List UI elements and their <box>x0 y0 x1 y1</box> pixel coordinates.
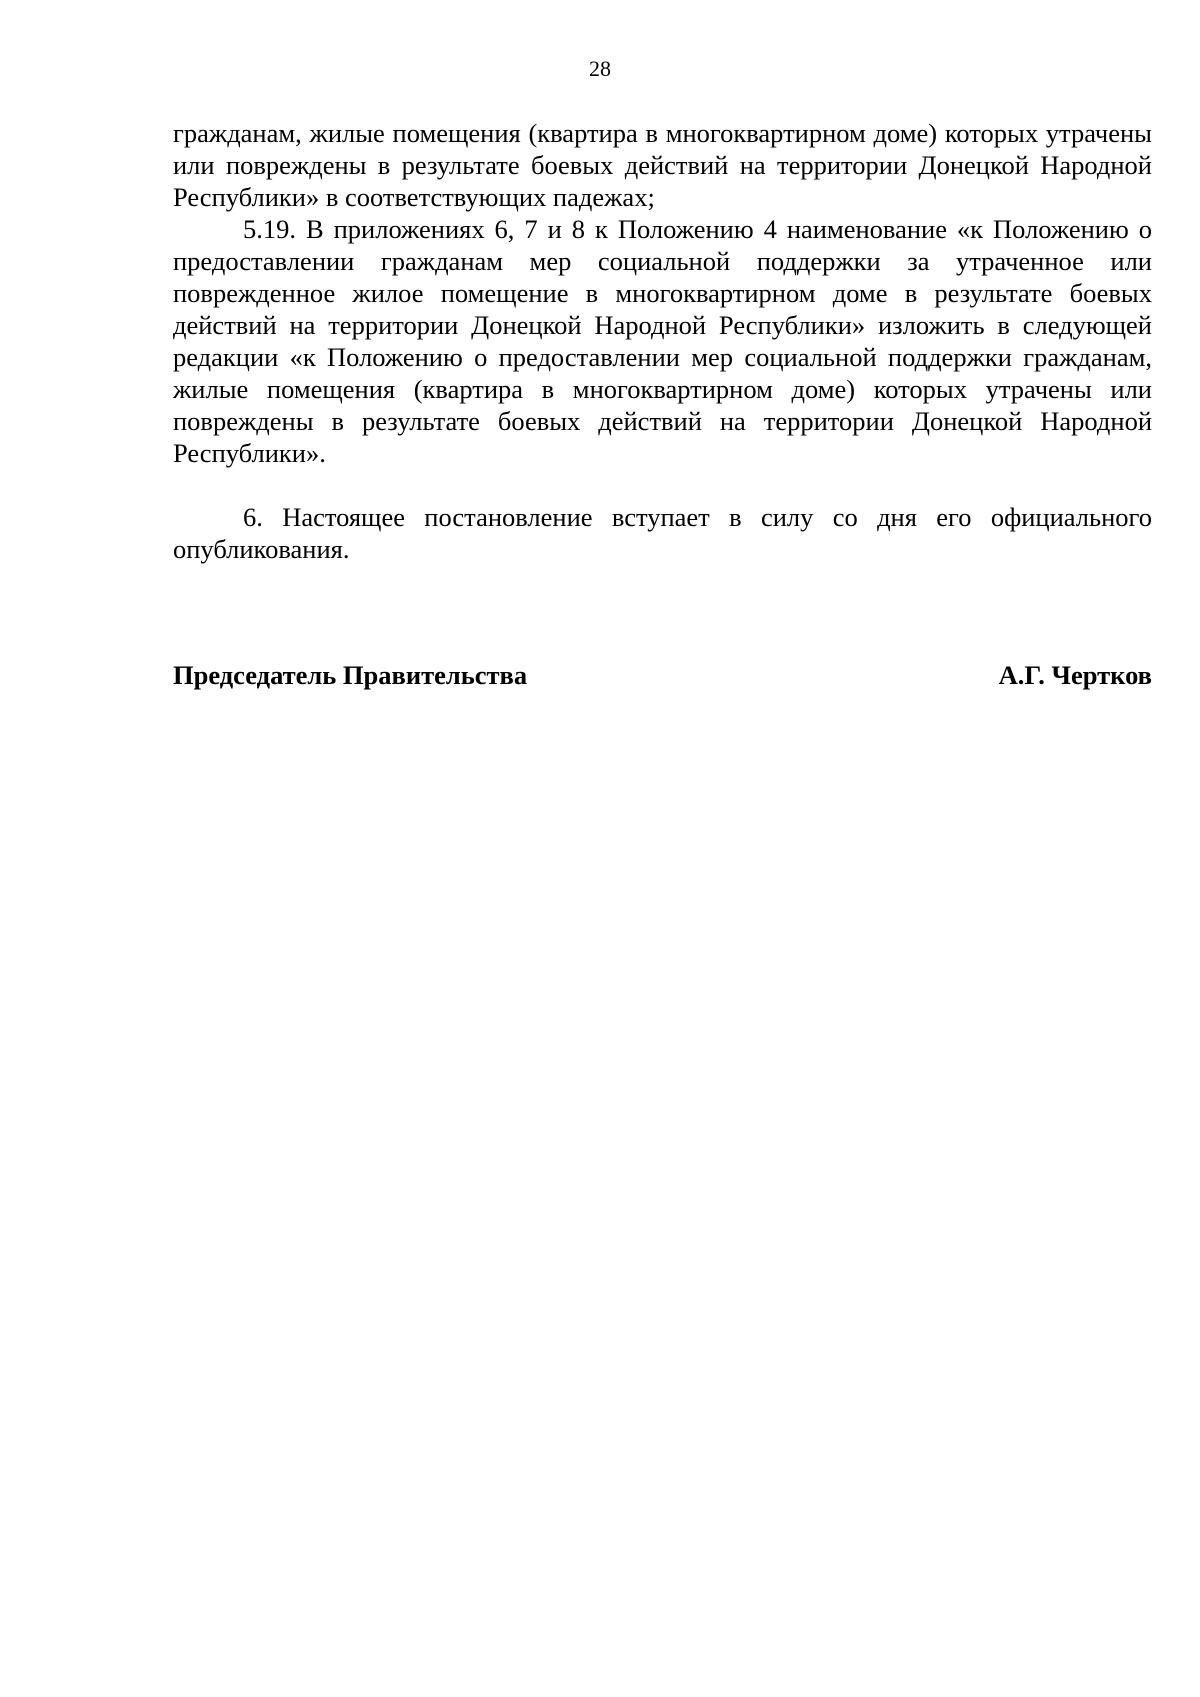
signatory-name: А.Г. Чертков <box>998 660 1152 690</box>
signature-block <box>173 659 1152 691</box>
paragraph-6: 6. Настоящее постановление вступает в силу со дня его официального опубликования. <box>173 502 1152 564</box>
document-body <box>173 117 1152 565</box>
paragraph-continuation: гражданам, жилые помещения (квартира в многоквартирном доме) которых утрачены или повреждены в результате боевых действий на территории Донецкой Народной Республики» в соответствующих падежах; <box>173 118 1152 212</box>
signatory-position: Председатель Правительства <box>173 660 528 690</box>
paragraph-5-19: 5.19. В приложениях 6, 7 и 8 к Положению 4 наименование «к Положению о предоставлении гражданам мер социальной поддержки за утраченное или поврежденное жилое помещение в многоквартирном доме в результате боевых действий на территории Донецкой Народной Республики» изложить в следующей редакции «к Положению о предоставлении мер социальной поддержки гражданам, жилые помещения (квартира в многоквартирном доме) которых утрачены или повреждены в результате боевых действий на территории Донецкой Народной Республики». <box>173 214 1152 468</box>
page-number: 28 <box>589 56 611 81</box>
